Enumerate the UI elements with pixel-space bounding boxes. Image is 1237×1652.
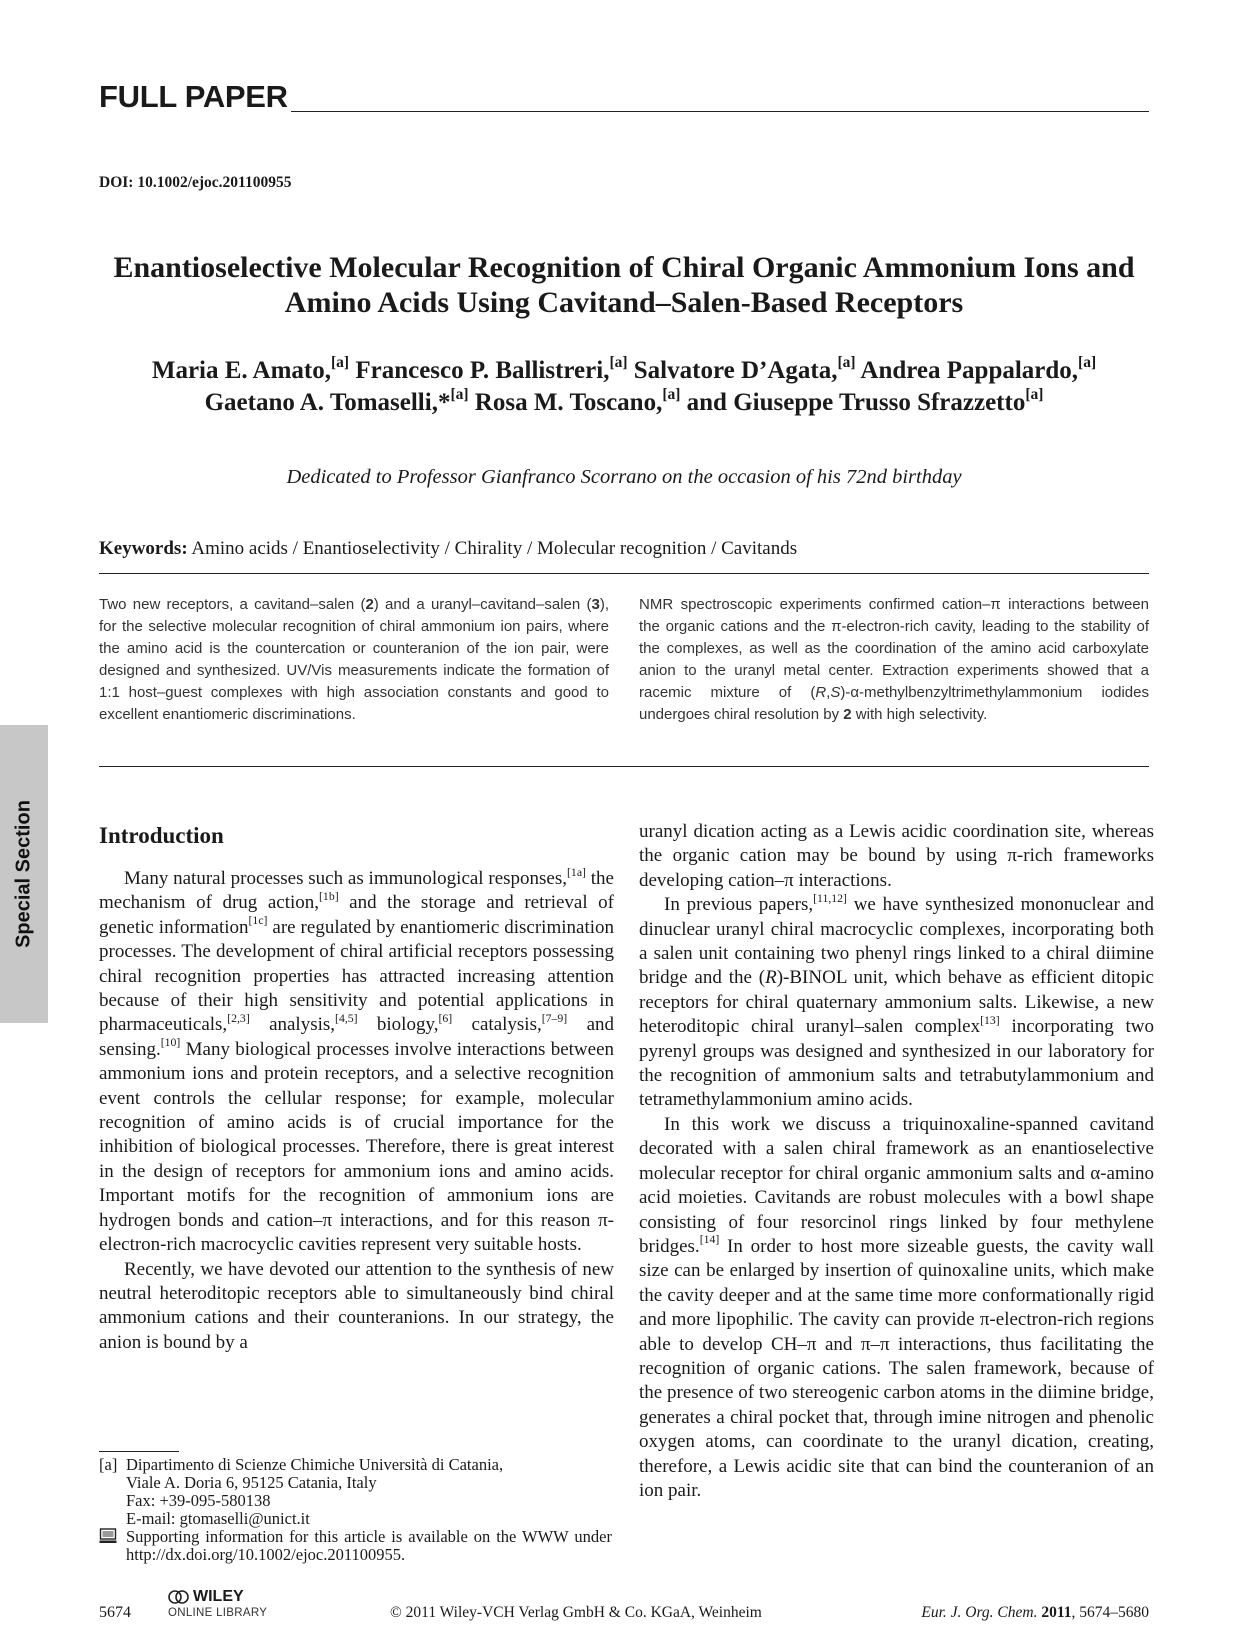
affiliation-footnote — [99, 1456, 612, 1528]
affil-mark: [a] — [609, 354, 628, 372]
citation: [1c] — [248, 914, 268, 928]
citation: [11,12] — [813, 891, 847, 905]
abstract-left — [99, 594, 609, 726]
author-sfrazzetto: and Giuseppe Trusso Sfrazzetto — [680, 389, 1026, 416]
footnotes — [99, 1456, 612, 1564]
supporting-info-footnote — [99, 1528, 612, 1564]
special-section-tab — [0, 725, 48, 1023]
intro-paragraph-2: Recently, we have devoted our attention to the synthesis of new neutral heteroditopic receptors able to simultaneously bind chiral ammonium cations and their counteranions. In our strategy, the anion is bound by a — [99, 1258, 614, 1353]
page-number: 5674 — [99, 1604, 131, 1621]
body-column-right — [639, 820, 1154, 1503]
abstract-text: , — [826, 684, 831, 701]
body-column-left — [99, 867, 614, 1355]
abstract-text: NMR spectroscopic experiments confirmed cation–π interactions between the organic cations and the π-electron-rich cavity, leading to the stability of the complexes, as well as the coordination of the amino acid carboxylate anion to the uranyl metal center. Extraction experiments showed that a racemic mixture of ( — [639, 596, 1149, 701]
body-text: Many natural processes such as immunological responses, — [124, 868, 568, 889]
stereo-descriptor: R — [765, 967, 777, 989]
author-ballistreri: Francesco P. Ballistreri, — [349, 357, 610, 384]
author-line-2 — [99, 387, 1149, 419]
journal-citation — [921, 1604, 1149, 1622]
abstract-text: with high selectivity. — [851, 706, 988, 723]
doi: DOI: 10.1002/ejoc.201100955 — [99, 174, 292, 191]
copyright: © 2011 Wiley-VCH Verlag GmbH & Co. KGaA, Weinheim — [390, 1604, 762, 1621]
affiliation-line: Viale A. Doria 6, 95125 Catania, Italy — [126, 1473, 377, 1492]
keywords — [99, 538, 797, 560]
body-text: In previous papers, — [664, 894, 814, 916]
abstract-bottom-rule — [99, 766, 1149, 767]
intro-paragraph-2-continued: uranyl dication acting as a Lewis acidic coordination site, whereas the organic cation may be bound by using π-rich frameworks developing cation–π interactions. — [639, 821, 1154, 891]
stereo-descriptor: R — [815, 684, 827, 701]
computer-monitor-icon — [99, 1528, 117, 1544]
title-line-2: Amino Acids Using Cavitand–Salen-Based Receptors — [284, 286, 964, 319]
author-pappalardo: Andrea Pappalardo, — [855, 357, 1079, 384]
section-label: FULL PAPER — [99, 79, 291, 114]
abstract-text: ), for the selective molecular recognition of chiral ammonium ion pairs, where the amino acid is the countercation or counteranion of the ion pair, were designed and synthesized. UV/Vis measurements indicate the formation of 1:1 host–guest complexes with high association constants and good to excellent enantiomeric discriminations. — [99, 596, 609, 723]
affil-mark: [a] — [331, 354, 350, 372]
author-dagata: Salvatore D’Agata, — [627, 357, 838, 384]
body-text: and the storage and retrieval of genetic information — [99, 892, 614, 938]
citation: [1b] — [319, 889, 339, 903]
affil-mark: [a] — [1025, 386, 1044, 404]
affil-mark: [a] — [662, 386, 681, 404]
affil-mark: [a] — [837, 354, 856, 372]
body-text: Many biological processes involve interactions between ammonium ions and protein receptors, and a selective recognition event controls the cellular response; for example, molecular recognition of amino acids is of crucial importance for the inhibition of biological processes. Therefore, there is great interest in the design of receptors for ammonium ions and amino acids. Important motifs for the recognition of ammonium ions are hydrogen bonds and cation–π interactions, and for this reason π-electron-rich macrocyclic cavities represent very suitable hosts. — [99, 1038, 614, 1256]
wiley-swirl-icon — [168, 1589, 190, 1605]
abstract-text: Two new receptors, a cavitand–salen ( — [99, 596, 366, 613]
citation: [14] — [699, 1233, 720, 1247]
body-text: catalysis, — [452, 1014, 542, 1036]
affil-mark: [a] — [1078, 354, 1097, 372]
author-line-1 — [99, 355, 1149, 387]
body-text: In this work we discuss a triquinoxaline-spanned cavitand decorated with a salen chiral framework as an enantioselective molecular receptor for chiral organic ammonium salts and α-amino acid moieties. Cavitands are robust molecules with a bowl shape consisting of four resorcinol rings linked by four methylene bridges. — [639, 1113, 1154, 1257]
journal-pages: , 5674–5680 — [1071, 1604, 1149, 1621]
citation: [10] — [160, 1036, 181, 1050]
citation: [7–9] — [541, 1011, 568, 1025]
wiley-online-library-logo — [168, 1588, 267, 1619]
wiley-wordmark: WILEY — [193, 1588, 244, 1605]
abstract-text: ) and a uranyl–cavitand–salen ( — [373, 596, 592, 613]
citation: [6] — [438, 1011, 453, 1025]
body-text: are regulated by enantiomeric discrimination processes. The development of chiral artificial receptors possessing chiral recognition properties has attracted increasing attention because of their high sensitivity and potential applications in pharmaceuticals, — [99, 916, 615, 1036]
journal-name: Eur. J. Org. Chem. — [921, 1604, 1038, 1621]
wiley-logo — [168, 1588, 267, 1606]
body-text: the mechanism of drug action, — [99, 868, 614, 914]
footnote-rule — [99, 1451, 179, 1452]
affiliation-line: E-mail: gtomaselli@unict.it — [126, 1509, 310, 1528]
keywords-text: Amino acids / Enantioselectivity / Chirality / Molecular recognition / Cavitands — [187, 538, 798, 559]
intro-paragraph-4 — [639, 1113, 1154, 1504]
affiliation-lines — [126, 1456, 612, 1528]
article-title — [99, 250, 1149, 320]
affiliation-line: Dipartimento di Scienze Chimiche Università di Catania, — [126, 1455, 504, 1474]
footnote-mark: [a] — [99, 1455, 118, 1474]
citation: [2,3] — [227, 1011, 250, 1025]
compound-number: 2 — [843, 706, 852, 723]
citation: [1a] — [567, 865, 586, 879]
body-text: In order to host more sizeable guests, the cavity wall size can be enlarged by insertion of quinoxaline units, which make the cavity deeper and at the same time more conformationally rigid and more lipophilic. The cavity can provide π-electron-rich regions able to develop CH–π and π–π interactions, thus facilitating the recognition of organic cations. The salen framework, because of the presence of two stereogenic carbon atoms in the diimine bridge, generates a chiral pocket that, through imine nitrogen and phenolic oxygen atoms, can coordinate to the uranyl dication, creating, therefore, a Lewis acidic site that can bind the counteranion of an ion pair. — [639, 1235, 1154, 1501]
compound-number: 3 — [591, 596, 600, 613]
compound-number: 2 — [365, 596, 374, 613]
section-header — [99, 80, 1149, 114]
dedication: Dedicated to Professor Gianfranco Scorrano on the occasion of his 72nd birthday — [286, 466, 962, 488]
intro-paragraph-3 — [639, 893, 1154, 1113]
side-tab-label: Special Section — [12, 800, 35, 948]
intro-heading: Introduction — [99, 823, 224, 848]
title-line-1: Enantioselective Molecular Recognition of Chiral Organic Ammonium Ions and — [113, 251, 1135, 284]
body-text: )-BINOL unit, which behave as efficient ditopic receptors for chiral quaternary ammonium salts. Likewise, a new heteroditopic chiral uranyl–salen complex — [639, 967, 1154, 1038]
stereo-descriptor: S — [830, 684, 841, 701]
abstract-right — [639, 594, 1149, 726]
keywords-label: Keywords: — [99, 538, 188, 559]
affiliation-line: Fax: +39-095-580138 — [126, 1491, 271, 1510]
author-list — [99, 355, 1149, 419]
affil-mark: [a] — [450, 386, 469, 404]
abstract-text: )-α-methylbenzyltrimethylammonium iodides undergoes chiral resolution by — [639, 684, 1149, 723]
citation: [4,5] — [335, 1011, 358, 1025]
supporting-info-text: Supporting information for this article is available on the WWW under http://dx.doi.org/10.1002/ejoc.201100955. — [126, 1527, 612, 1564]
body-text: we have synthesized mononuclear and dinuclear uranyl chiral macrocyclic complexes, incorporating both a salen unit containing two phenyl rings linked to a chiral diimine bridge and the ( — [639, 894, 1154, 989]
si-mark — [99, 1528, 126, 1564]
intro-paragraph-1 — [99, 867, 614, 1258]
author-toscano: Rosa M. Toscano, — [468, 389, 663, 416]
body-text: incorporating two pyrenyl groups was designed and synthesized in our laboratory for the recognition of ammonium salts and tetrabutylammonium and tetramethylammonium amino acids. — [639, 1016, 1155, 1111]
online-library-label: ONLINE LIBRARY — [168, 1607, 268, 1619]
body-text: and sensing. — [99, 1014, 614, 1060]
body-text: analysis, — [249, 1014, 336, 1036]
author-tomaselli: Gaetano A. Tomaselli,* — [204, 389, 451, 416]
citation: [13] — [980, 1013, 1000, 1027]
journal-year: 2011 — [1041, 1604, 1072, 1621]
author-amato: Maria E. Amato, — [151, 357, 331, 384]
body-text: biology, — [357, 1014, 439, 1036]
abstract-top-rule — [99, 573, 1149, 574]
